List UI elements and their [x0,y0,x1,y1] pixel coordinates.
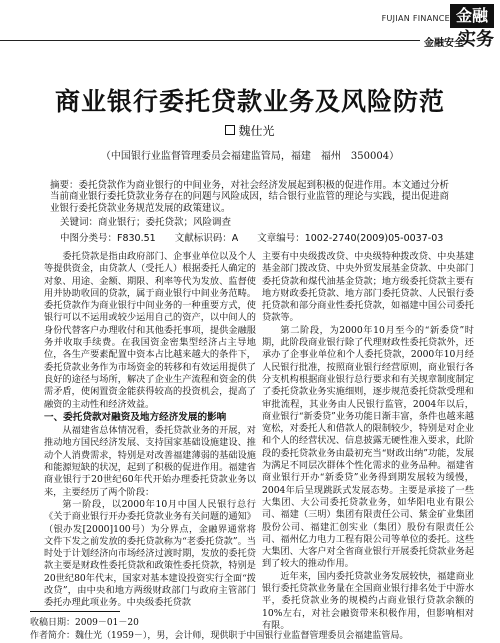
body-column-left [44,251,256,610]
received-date: 收稿日期：2009－01－20 [30,618,139,628]
author-marker-icon [225,125,235,135]
paragraph: 近年来，国内委托贷款业务发展较快，福建商业银行委托贷款业务量在全国商业银行排名处于中游水平，委托贷款业务的规模约占商业银行贷款余额的10%左右，对社会融资带来积极作用，但影响相对有限。 [262,570,474,631]
journal-brand [374,4,494,60]
paragraph: 第一阶段，以2000年10月中国人民银行总行《关于商业银行开办委托贷款业务有关问题的通知》（银办发[2000]100号）为分界点，金融界通常将文件下发之前发放的委托贷款称为“老委托贷款”。当时处于计划经济向市场经济过渡时期，发放的委托贷款主要是财政性委托贷款和政策性委托贷款，特别是20世纪80年代末，国家对基本建设投资实行全面“拨改贷”，由中央和地方两级财政部门与政府主管部门委托办理此项业务。中央级委托贷款 [44,498,256,609]
paragraph: 委托贷款是指由政府部门、企事业单位以及个人等提供资金，由贷款人（受托人）根据委托人确定的对象、用途、金额、期限、利率等代为发放、监督使用并协助收回的贷款，属于商业银行中间业务范畴。委托贷款作为商业银行中间业务的一种重要方式，使银行可以不运用或较少运用自己的资产，以中间人的身份代替客户办理收付和其他委托事项，提供金融服务并收取手续费。在我国资金密集型经济占主导地位，各生产要素配置中资本占比越来越大的条件下，委托贷款业务作为市场资金的转移和有效运用提供了良好的途径与场所，解决了企业生产流程和资金的供需矛盾，使闲置资金能获得较高的投资机会，提高了融资的主动性和经济效益。 [44,251,256,410]
section-heading: 一、委托贷款对融资及地方经济发展的影响 [44,411,227,423]
paragraph: 第二阶段，为2000年10月至今的“新委贷”时期，此阶段商业银行除了代理财政性委托贷款外，还承办了企事业单位和个人委托贷款，2000年10月经人民银行批准，按照商业银行经营原则，商业银行各分支机构根据商业银行总行要求和有关规章制度制定了委托贷款业务实施细则，逐步规范委托贷款受理和审批流程，其业务由人民银行监管，2004年以后，商业银行“新委贷”业务功能日渐丰富，条件也越来越宽松，对委托人和借款人的限制较少，特别是对企业和个人的经营状况、信息披露无硬性准入要求，此阶段的委托贷款业务由最初充当“财政出纳”功能，发展为满足不同层次群体个性化需求的业务品种。福建省商业银行开办“新委贷”业务得到期发展较为缓慢，2004年后呈现跳跃式发展态势。主要是承接了一些大集团、大公司委托贷款业务，如华阳电业有限公司、福建（三明）集团有限责任公司、紫金矿业集团股份公司、福建汇创实业（集团）股份有限责任公司、福州亿力电力工程有限公司等单位的委托。这些大集团、大客户对全省商业银行开展委托贷款业务起到了较大的推动作用。 [262,324,474,570]
author-affiliation: （中国银行业监督管理委员会福建监管局，福建 福州 350004） [100,151,400,162]
article-title: 商业银行委托贷款业务及风险防范 [54,87,445,116]
journal-header [0,0,500,66]
section-label: 金融安全 [424,38,464,49]
author-bio: 作者简介：魏仕光（1959－），男，会计师，现供职于中国银行业监督管理委员会福建监管局。 [30,631,409,641]
paragraph: 主要有中央级拨改贷、中央级特种拨改贷、中央基建基金部门拨改贷、中央外贸发展基金贷款、中央部门委托贷款和煤代油基金贷款；地方级委托贷款主要有地方财政委托贷款、地方部门委托贷款、人民银行委托贷款和部分商业性委托贷款，如福建中国公司委托贷款等。 [262,251,474,324]
classification-line: 中图分类号：F830.51 文献标识码：A 文章编号：1002-2740(2009)05-0037-03 [60,233,444,244]
journal-name-cn-bottom: 实务 [458,29,494,50]
abstract: 摘要：委托贷款作为商业银行的中间业务，对社会经济发展起到积极的促进作用。本文通过分析当前商业银行委托贷款业务存在的问题与风险成因，结合银行业监管的理论与实践，提出促进商业银行委托贷款业务规范发展的政策建议。 [50,180,450,214]
footnote-rule [30,611,120,612]
journal-name-en: FUJIAN FINANCE [381,14,450,23]
author-line [0,122,500,139]
keywords: 关键词：商业银行；委托贷款；风险调查 [60,217,232,228]
header-rule [0,40,420,41]
body-column-right [262,251,474,632]
journal-name-cn-top: 金融 [450,4,494,28]
author-name: 魏仕光 [238,124,275,138]
paragraph: 从福建省总体情况看，委托贷款业务的开展，对推动地方国民经济发展、支持国家基础设施建设、推动个人消费需求，特别是对改善福建薄弱的基础设施和能源短缺的状况，起到了积极的促进作用。福建省商业银行于20世纪60年代开始办理委托贷款业务以来，主要经历了两个阶段： [44,425,256,498]
